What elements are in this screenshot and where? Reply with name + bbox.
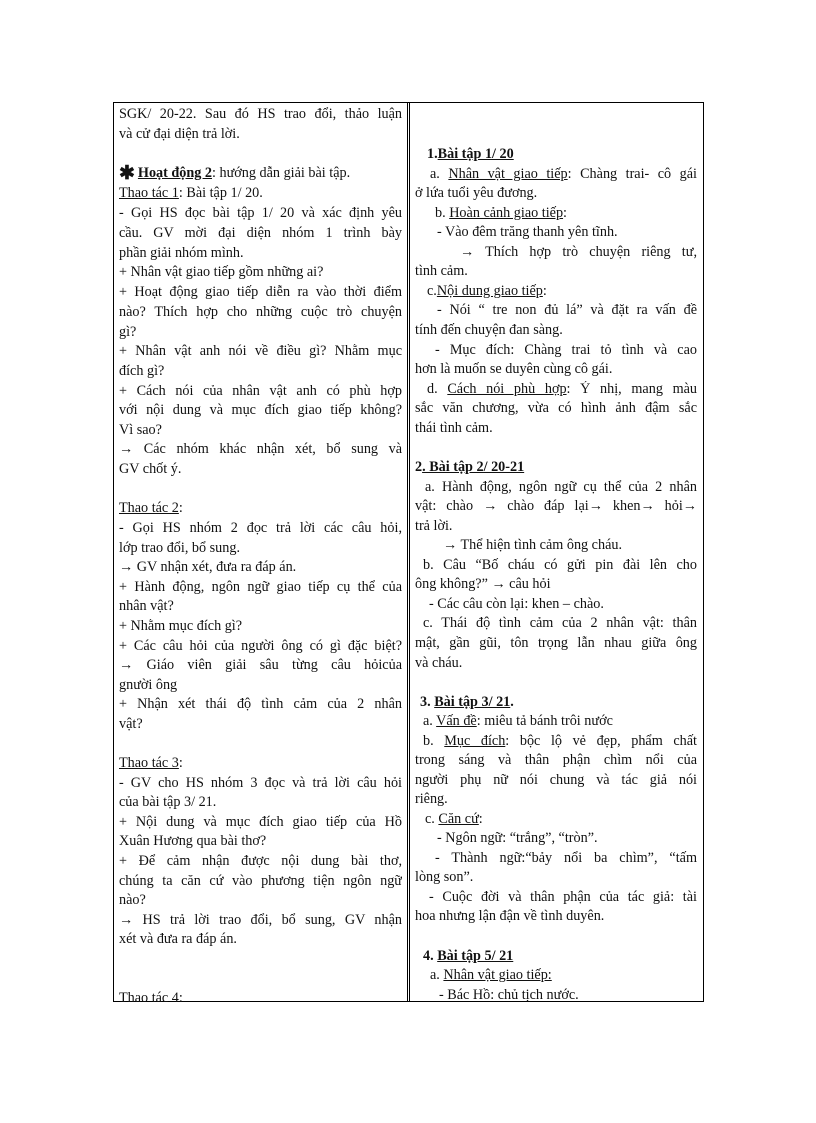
text-line [119,245,402,262]
text-line [437,224,697,241]
text-line [119,814,402,831]
line-text: nhân vật? [119,598,174,614]
line-text: : hướng dẫn giải bài tập. [212,165,351,181]
exercise-heading: Bài tập 3/ 21 [434,694,511,710]
text-line [119,775,402,792]
line-text: + Nội dung và mục đích giao tiếp của Hồ [119,814,402,830]
column-divider [407,103,410,1001]
line-text: ở lứa tuổi yêu đương. [415,185,538,201]
text-line [119,363,402,380]
text-line [119,324,402,341]
line-text: SGK/ 20-22. Sau đó HS trao đổi, thảo luận [119,106,402,122]
line-text: người phụ nữ nói chung và tác giả nói [415,772,697,788]
text-line [119,657,402,674]
text-line [119,126,402,143]
text-line [119,794,402,811]
line-text: - GV cho HS nhóm 3 đọc và trả lời câu hỏi [119,775,402,791]
text-line [415,869,697,886]
line-text: ông không?” → câu hỏi [415,576,551,592]
text-line [119,343,402,360]
text-line [119,559,402,576]
heading-text: 4. [423,948,438,964]
line-text: chúng ta căn cứ vào phương tiện ngôn ngữ [119,873,402,889]
text-line [415,772,697,789]
line-text: xét và đưa ra đáp án. [119,931,237,947]
line-text: lòng son”. [415,869,474,885]
line-text: : Bài tập 1/ 20. [178,185,263,201]
heading-text: 2 [415,459,423,475]
line-text: - Vào đêm trăng thanh yên tĩnh. [437,224,618,240]
text-line [415,576,697,593]
text-line [119,520,402,537]
line-text: sắc văn chương, vừa có hình ảnh đậm sắc [415,400,697,416]
text-line [119,755,402,772]
exercise-heading: Bài tập 1/ 20 [437,146,514,162]
underlined-label: Thao tác 1 [119,185,179,201]
text-line [119,402,402,419]
line-text: trong sáng và thân phận chìm nổi của [415,752,697,768]
underlined-label: Cách nói phù hợp [447,381,567,397]
text-line [119,205,402,222]
line-text: → Giáo viên giải sâu từng câu hỏicủa [119,657,402,673]
line-text: Vì sao? [119,422,162,438]
list-marker: d. [427,381,448,397]
line-text: đích gì? [119,363,165,379]
text-line [439,987,697,1004]
text-line [415,322,697,339]
exercise-heading: . Bài tập 2/ 20-21 [422,459,525,475]
text-line [415,635,697,652]
text-line [119,598,402,615]
list-marker: a. [430,166,449,182]
text-line [119,165,402,182]
text-line [435,342,697,359]
text-line [415,791,697,808]
text-line [119,931,402,948]
list-marker: a. [423,713,437,729]
line-text: a. Hành động, ngôn ngữ cụ thể của 2 nhân [425,479,697,495]
text-line [437,302,697,319]
text-line [423,733,697,750]
line-text: - Mục đích: Chàng trai tỏ tình và cao [435,342,697,358]
list-marker: c. [427,283,437,299]
underlined-label: Hoàn cảnh giao tiếp [449,205,564,221]
text-line [119,853,402,870]
underlined-label: Thao tác 3 [119,755,179,771]
text-line [119,716,402,733]
line-text: → Thể hiện tình cảm ông cháu. [443,537,623,553]
text-line [119,618,402,635]
line-text: + Hoạt động giao tiếp diễn ra vào thời điểm [119,284,402,300]
heading-punct: . [510,694,514,710]
line-text: → Thích hợp trò chuyện riêng tư, [460,244,697,260]
text-line [119,500,402,517]
line-text: nào? Thích hợp cho những cuộc trò chuyện [119,304,402,320]
line-text: gnười ông [119,677,178,693]
text-line [119,304,402,321]
text-line [429,889,697,906]
underlined-label: Nội dung giao tiếp [436,283,543,299]
text-line [460,244,697,261]
text-line [119,264,402,281]
text-line [415,518,697,535]
line-text: : [478,811,483,827]
heading-text: 3. [420,694,435,710]
text-line [420,694,697,711]
list-marker: b. [435,205,450,221]
line-text: + Hành động, ngôn ngữ giao tiếp cụ thể của [119,579,402,595]
text-line [119,696,402,713]
line-text: mật, gần gũi, tôn trọng lẫn nhau giữa ông [415,635,697,651]
text-line [119,892,402,909]
line-text: + Các câu hỏi của người ông có gì đặc biệt? [119,638,402,654]
line-text: + Nhận xét thái độ tình cảm của 2 nhân [119,696,402,712]
line-text: hơn là muốn se duyên cùng cô gái. [415,361,613,377]
line-text: - Ngôn ngữ: “trắng”, “tròn”. [437,830,598,846]
line-text: + Để cảm nhận được nội dung bài thơ, [119,853,402,869]
text-line [119,185,402,202]
text-line [423,713,697,730]
line-text: tính đến chuyện đan sàng. [415,322,563,338]
line-text: + Nhân vật anh nói về điều gì? Nhằm mục [119,343,402,359]
text-line [119,441,402,458]
text-line [415,361,697,378]
text-line [415,655,697,672]
text-line [415,752,697,769]
text-line [423,948,697,965]
text-line [415,400,697,417]
text-line [119,106,402,123]
line-text: - Bác Hồ: chủ tịch nước. [439,987,579,1003]
line-text: + Cách nói của nhân vật anh có phù hợp [119,383,402,399]
underlined-label: Nhân vật giao tiếp: [443,967,552,983]
text-line [415,908,697,925]
line-text: b. Câu “Bố cháu có gửi pin đài lên cho [423,557,697,573]
exercise-heading: Bài tập 5/ 21 [437,948,514,964]
list-marker: c. [425,811,439,827]
text-line [119,225,402,242]
line-text: : [178,755,183,771]
line-text: - Gọi HS nhóm 2 đọc trả lời các câu hỏi, [119,520,402,536]
line-text: trả lời. [415,518,453,534]
heading-text: 1. [427,146,438,162]
line-text: Xuân Hương qua bài thơ? [119,833,267,849]
text-line [443,537,697,554]
line-text: cầu. GV mời đại diện nhóm 1 trình bày [119,225,402,241]
line-text: : [563,205,567,221]
text-line [435,850,697,867]
text-line [423,615,697,632]
text-line [429,596,697,613]
line-text: nào? [119,892,146,908]
line-text: - Gọi HS đọc bài tập 1/ 20 và xác định yêu [119,205,402,221]
text-line [119,383,402,400]
underlined-label: Vấn đề [436,713,477,729]
line-text: : miêu tả bánh trôi nước [476,713,613,729]
line-text: và cử đại diện trả lời. [119,126,240,142]
text-line [119,422,402,439]
text-line [119,873,402,890]
text-line [425,811,697,828]
text-line [415,185,697,202]
text-line [427,146,697,163]
text-line [119,540,402,557]
text-line [119,461,402,478]
text-line [435,205,697,222]
line-text: - Các câu còn lại: khen – chào. [429,596,604,612]
underlined-label: Mục đích [444,733,506,749]
text-line [119,833,402,850]
line-text: Thao tác 4: [119,990,183,1006]
line-text: GV chốt ý. [119,461,182,477]
line-text: : Chàng trai- cô gái [567,166,697,182]
text-line [119,284,402,301]
line-text: - Nói “ tre non đủ lá” và đặt ra vấn đề [437,302,697,318]
line-text: → GV nhận xét, đưa ra đáp án. [119,559,297,575]
line-text: lớp trao đổi, bổ sung. [119,540,240,556]
line-text: - Thành ngữ:“bảy nổi ba chìm”, “tấm [435,850,697,866]
line-text: gì? [119,324,137,340]
underlined-label: Thao tác 2 [119,500,179,516]
line-text: của bài tập 3/ 21. [119,794,217,810]
line-text: → HS trả lời trao đổi, bổ sung, GV nhận [119,912,402,928]
line-text: với nội dung và mục đích giao tiếp không? [119,402,402,418]
line-text: : [178,500,183,516]
line-text: phần giải nhóm mình. [119,245,244,261]
line-text: : [542,283,547,299]
text-line [427,381,697,398]
underlined-label: Căn cứ [438,811,479,827]
line-text: và cháu. [415,655,463,671]
line-text: + Nhằm mục đích gì? [119,618,243,634]
text-line [119,638,402,655]
text-line [425,479,697,496]
line-text: thái tình cảm. [415,420,493,436]
list-marker: a. [430,967,444,983]
line-text: riêng. [415,791,448,807]
line-text: vật? [119,716,143,732]
line-text: tình cảm. [415,263,468,279]
text-line [430,967,697,984]
line-text: : Ý nhị, mang màu [566,381,697,397]
line-text: + Nhân vật giao tiếp gồm những ai? [119,264,324,280]
line-text: vật: chào → chào đáp lại→ khen→ hỏi→ [415,498,697,514]
line-text: c. Thái độ tình cảm của 2 nhân vật: thân [423,615,697,631]
line-text: : bộc lộ vẻ đẹp, phẩm chất [505,733,697,749]
text-line [415,420,697,437]
text-line [119,990,402,1007]
line-text: - Cuộc đời và thân phận của tác giả: tài [429,889,697,905]
underlined-label: Nhân vật giao tiếp [448,166,568,182]
lesson-table [113,102,704,1006]
text-line [415,263,697,280]
text-line [119,579,402,596]
list-marker: b. [423,733,445,749]
asterisk-icon: ✱ [119,163,135,184]
text-line [119,677,402,694]
line-text: hoa nhưng lận đận về tình duyên. [415,908,605,924]
heading-text: Hoạt động 2 [137,165,213,181]
text-line [415,459,697,476]
text-line [119,912,402,929]
text-line [437,830,697,847]
text-line [415,498,697,515]
line-text: → Các nhóm khác nhận xét, bổ sung và [119,441,402,457]
text-line [423,557,697,574]
text-line [427,283,697,300]
text-line [430,166,697,183]
